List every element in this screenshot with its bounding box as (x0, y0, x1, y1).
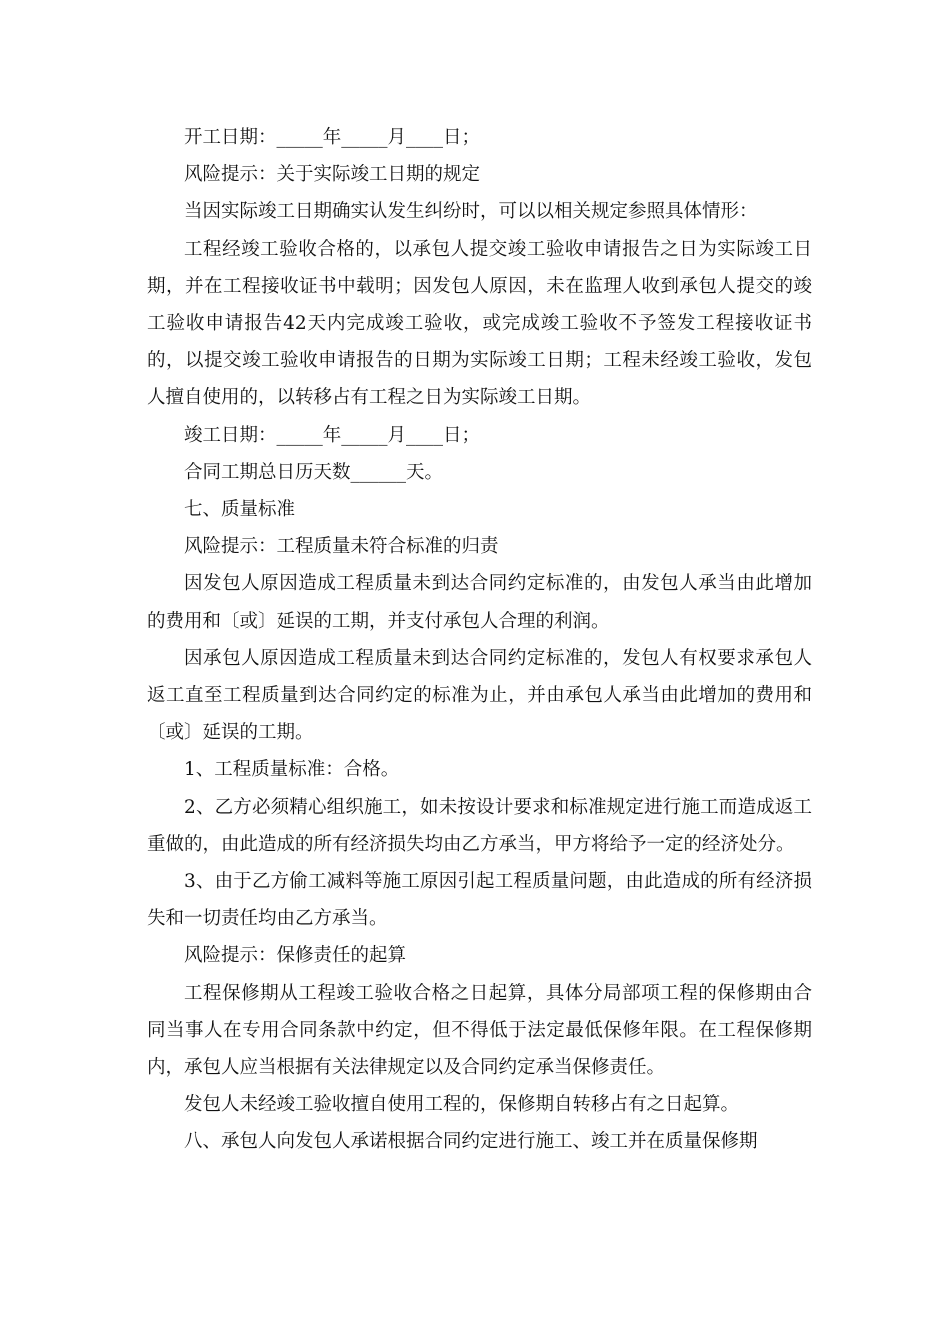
risk-tip-warranty: 风险提示：保修责任的起算 (184, 945, 407, 967)
dispute-intro: 当因实际竣工日期确实认发生纠纷时，可以以相关规定参照具体情形： (184, 201, 758, 223)
quality-item-1: 1、工程质量标准：合格。 (184, 759, 400, 781)
quality-item-3: 3、由于乙方偷工减料等施工原因引起工程质量问题，由此造成的所有经济损失和一切责任均由乙方承当。 (147, 871, 812, 930)
section-heading-quality: 七、质量标准 (184, 499, 296, 521)
section-heading-commitment: 八、承包人向发包人承诺根据合同约定进行施工、竣工并在质量保修期 (184, 1131, 758, 1153)
document-body (147, 119, 812, 1161)
contractor-fault-paragraph: 因承包人原因造成工程质量未到达合同约定标准的，发包人有权要求承包人返工直至工程质量到达合同约定的标准为止，并由承包人承当由此增加的费用和〔或〕延误的工期。 (147, 647, 812, 744)
risk-tip-quality: 风险提示：工程质量未符合标准的归责 (184, 536, 499, 558)
total-days-line: 合同工期总日历天数______天。 (184, 461, 444, 483)
unauthorized-use-paragraph: 发包人未经竣工验收擅自使用工程的，保修期自转移占有之日起算。 (184, 1094, 740, 1116)
completion-date-rules: 工程经竣工验收合格的，以承包人提交竣工验收申请报告之日为实际竣工日期，并在工程接收证书中载明；因发包人原因，未在监理人收到承包人提交的竣工验收申请报告42天内完成竣工验收，或完成竣工验收不予签发工程接收证书的，以提交竣工验收申请报告的日期为实际竣工日期；工程未经竣工验收，发包人擅自使用的，以转移占有工程之日为实际竣工日期。 (147, 238, 812, 409)
completion-date-line: 竣工日期：_____年_____月____日； (184, 424, 481, 446)
employer-fault-paragraph: 因发包人原因造成工程质量未到达合同约定标准的，由发包人承当由此增加的费用和〔或〕延误的工期，并支付承包人合理的利润。 (147, 573, 812, 632)
warranty-paragraph: 工程保修期从工程竣工验收合格之日起算，具体分局部项工程的保修期由合同当事人在专用合同条款中约定，但不得低于法定最低保修年限。在工程保修期内，承包人应当根据有关法律规定以及合同约定承当保修责任。 (147, 982, 812, 1079)
start-date-line: 开工日期：_____年_____月____日； (184, 127, 481, 148)
quality-item-2: 2、乙方必须精心组织施工，如未按设计要求和标准规定进行施工而造成返工重做的，由此造成的所有经济损失均由乙方承当，甲方将给予一定的经济处分。 (147, 796, 812, 855)
risk-tip-completion-date: 风险提示：关于实际竣工日期的规定 (184, 164, 481, 186)
